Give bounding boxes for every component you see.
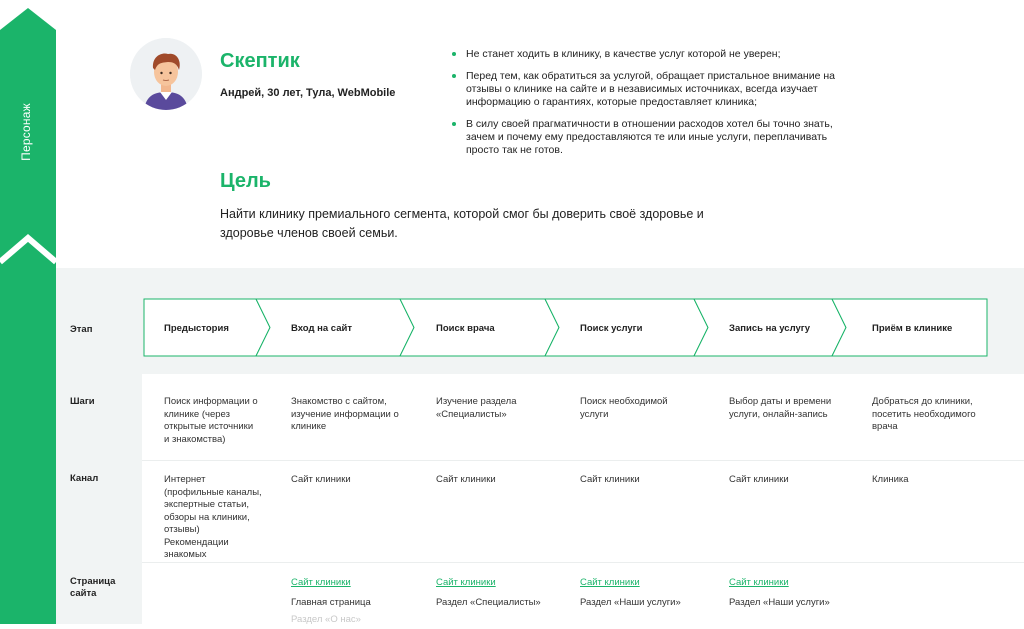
- step-cell: Поиск необходимой услуги: [580, 396, 668, 420]
- channel-cell: Интернет (профильные каналы, экспертные статьи, обзоры на клиники, отзывы) Рекомендации знакомых: [164, 474, 262, 560]
- stage-clinic-visit: Приём в клинике: [872, 323, 953, 334]
- persona-avatar-icon: [130, 38, 202, 110]
- persona-description: Андрей, 30 лет, Тула, WebMobile: [220, 87, 396, 99]
- channel-cell: Сайт клиники: [729, 474, 789, 485]
- step-cell: Поиск информации о клинике (через открытые источники и знакомства): [164, 396, 258, 445]
- journey-map: [56, 268, 1024, 624]
- channel-cell: Сайт клиники: [291, 474, 351, 485]
- page-cell: [436, 577, 556, 609]
- step-cell: Знакомство с сайтом, изучение информации о клинике: [291, 396, 399, 432]
- side-tab-label: Персонаж: [19, 103, 33, 161]
- trait-item: Не станет ходить в клинику, в качестве услуг которой не уверен;: [452, 48, 852, 61]
- channel-cell: Сайт клиники: [580, 474, 640, 485]
- page-name-extra: Раздел «О нас»: [291, 614, 361, 625]
- row-label-page-line2: сайта: [70, 588, 97, 599]
- site-link[interactable]: Сайт клиники: [580, 577, 640, 588]
- persona-traits-list: [452, 48, 852, 166]
- persona-name: Скептик: [220, 50, 300, 72]
- trait-item: В силу своей прагматичности в отношении расходов хотел бы точно знать, зачем и почему ему предоставляются те или иные услуги, переплачивать просто так не готов.: [452, 118, 852, 157]
- page-name: Раздел «Наши услуги»: [729, 596, 830, 608]
- row-label-channel: Канал: [70, 473, 99, 484]
- stage-site-entry: Вход на сайт: [291, 323, 352, 334]
- page-cell: [291, 577, 411, 627]
- page-cell: [729, 577, 849, 609]
- stage-doctor-search: Поиск врача: [436, 323, 495, 334]
- goal-text: Найти клинику премиального сегмента, которой смог бы доверить своё здоровье и здоровье членов своей семьи.: [220, 207, 704, 240]
- row-divider: [142, 562, 1024, 563]
- step-cell: Выбор даты и времени услуги, онлайн-запись: [729, 396, 832, 420]
- step-cell: Добраться до клиники, посетить необходимого врача: [872, 396, 976, 432]
- channel-cell: Клиника: [872, 474, 909, 485]
- side-tab-shape: [0, 0, 56, 624]
- stage-prehistory: Предыстория: [164, 323, 229, 334]
- stage-booking: Запись на услугу: [729, 323, 811, 334]
- site-link[interactable]: Сайт клиники: [291, 577, 351, 588]
- row-label-stage: Этап: [70, 324, 93, 335]
- row-divider: [142, 460, 1024, 461]
- stage-arrows: [56, 268, 1024, 368]
- channel-cell: Сайт клиники: [436, 474, 496, 485]
- row-label-page-line1: Страница: [70, 576, 116, 587]
- site-link[interactable]: Сайт клиники: [729, 577, 789, 588]
- stage-service-search: Поиск услуги: [580, 323, 643, 334]
- avatar: [130, 38, 202, 110]
- row-label-steps: Шаги: [70, 396, 95, 407]
- persona-side-tab[interactable]: [0, 0, 56, 624]
- page-name: Раздел «Наши услуги»: [580, 596, 681, 608]
- step-cell: Изучение раздела «Специалисты»: [436, 396, 517, 420]
- trait-item: Перед тем, как обратиться за услугой, обращает пристальное внимание на отзывы о клинике на сайте и в независимых источниках, всегда изучает информацию о гарантиях, которые предоставляет клиника;: [452, 70, 852, 109]
- page-cell: [580, 577, 700, 609]
- goal-title: Цель: [220, 170, 271, 192]
- journey-grid: [142, 374, 1024, 624]
- page-name: Главная страница: [291, 596, 371, 608]
- page-name: Раздел «Специалисты»: [436, 596, 541, 608]
- row-label-page: [70, 576, 115, 600]
- site-link[interactable]: Сайт клиники: [436, 577, 496, 588]
